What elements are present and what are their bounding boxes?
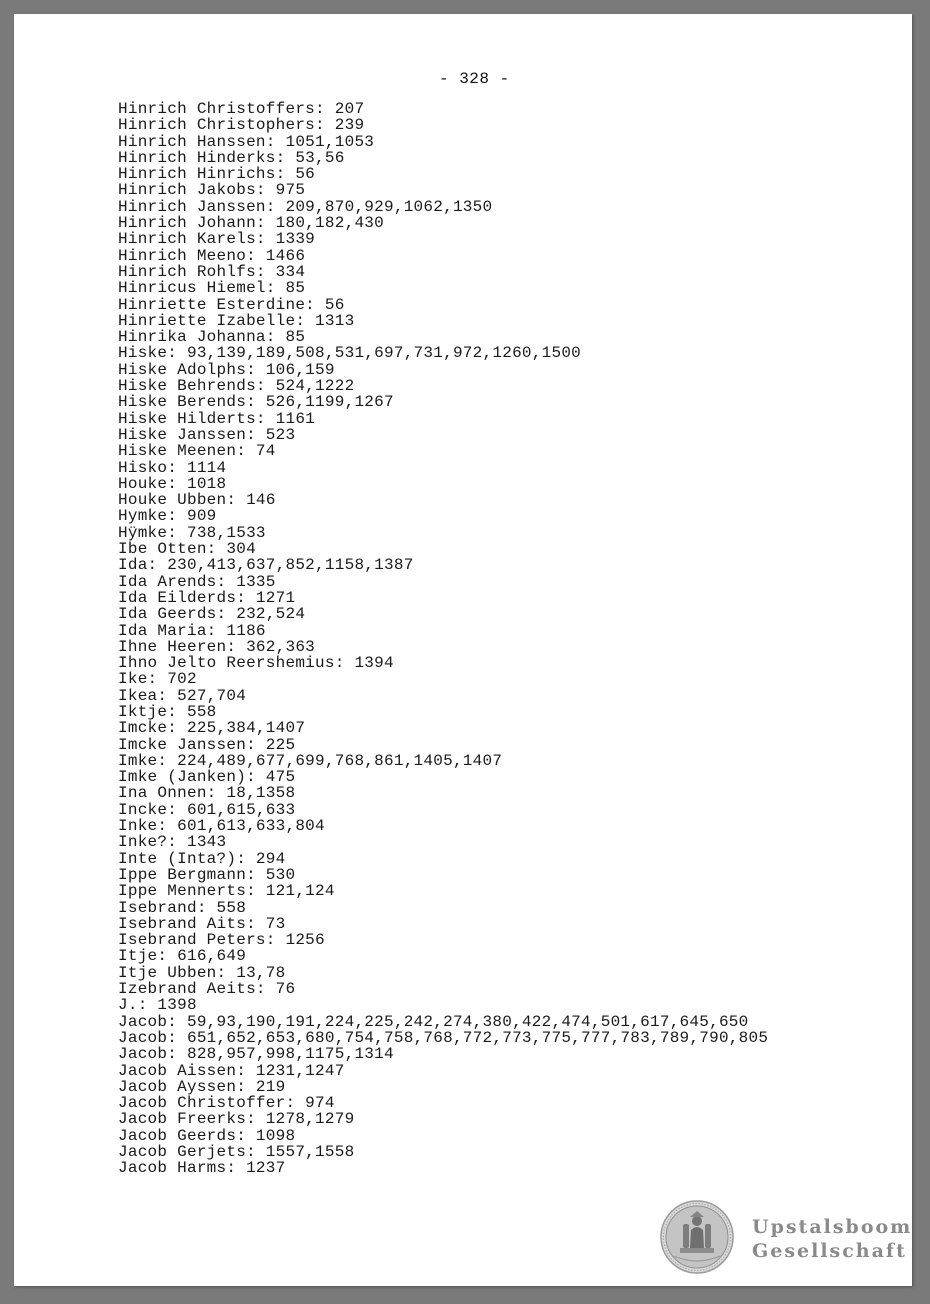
index-entry: Hinriette Izabelle: 1313 — [118, 311, 355, 330]
index-entry: Jacob Geerds: 1098 — [118, 1126, 296, 1145]
index-entry: Hinrich Jakobs: 975 — [118, 181, 306, 200]
index-entry: Hinrich Johann: 180,182,430 — [118, 214, 384, 233]
index-entry: Ida Eilderds: 1271 — [118, 588, 296, 607]
index-entry: Hinrich Hinderks: 53,56 — [118, 148, 345, 167]
index-entry: Itje: 616,649 — [118, 947, 247, 966]
index-entry: Imke: 224,489,677,699,768,861,1405,1407 — [118, 751, 503, 770]
index-entry: Hiske Behrends: 524,1222 — [118, 377, 355, 396]
index-entry: Houke Ubben: 146 — [118, 491, 276, 510]
index-entry: Ibe Otten: 304 — [118, 540, 256, 559]
index-entry: Jacob Aissen: 1231,1247 — [118, 1061, 345, 1080]
index-entry: Inke: 601,613,633,804 — [118, 817, 325, 836]
index-entry: Hinrich Karels: 1339 — [118, 230, 316, 249]
index-entry: Ida: 230,413,637,852,1158,1387 — [118, 556, 414, 575]
index-entry: Jacob Christoffer: 974 — [118, 1094, 335, 1113]
index-entry: Inte (Inta?): 294 — [118, 849, 286, 868]
index-entry: Ippe Mennerts: 121,124 — [118, 882, 335, 901]
index-entry: Hinrich Christoffers: 207 — [118, 100, 365, 118]
index-entry: Hiske Hilderts: 1161 — [118, 409, 316, 428]
index-entry: Imcke Janssen: 225 — [118, 735, 296, 754]
index-entry: Isebrand Peters: 1256 — [118, 931, 325, 950]
index-entry: Hiske Berends: 526,1199,1267 — [118, 393, 394, 412]
index-entry: Hiske Adolphs: 106,159 — [118, 360, 335, 379]
index-entry: Isebrand: 558 — [118, 898, 247, 917]
index-entry: Ina Onnen: 18,1358 — [118, 784, 296, 803]
logo-line-2: Gesellschaft — [752, 1240, 907, 1262]
index-entry: Hiske Meenen: 74 — [118, 442, 276, 461]
index-entry: Jacob Harms: 1237 — [118, 1159, 286, 1178]
index-entry: Ike: 702 — [118, 670, 197, 689]
index-entry: Hiske Janssen: 523 — [118, 425, 296, 444]
index-entry: Isebrand Aits: 73 — [118, 914, 286, 933]
index-entry: J.: 1398 — [118, 996, 197, 1015]
index-entry: Hÿmke: 738,1533 — [118, 523, 266, 542]
index-entry: Jacob: 59,93,190,191,224,225,242,274,380,422,474,501,617,645,650 — [118, 1012, 749, 1031]
index-entry: Jacob: 828,957,998,1175,1314 — [118, 1045, 394, 1064]
index-entry: Incke: 601,615,633 — [118, 800, 296, 819]
index-entry: Hymke: 909 — [118, 507, 217, 526]
index-entry: Hinricus Hiemel: 85 — [118, 279, 306, 298]
index-entry: Ida Maria: 1186 — [118, 621, 266, 640]
index-entry: Hinrika Johanna: 85 — [118, 328, 306, 347]
index-entry: Inke?: 1343 — [118, 833, 227, 852]
name-index-list — [118, 101, 768, 1177]
logo-line-1: Upstalsboom — [752, 1216, 912, 1238]
index-entry: Ida Geerds: 232,524 — [118, 605, 306, 624]
index-entry: Ihno Jelto Reershemius: 1394 — [118, 654, 394, 673]
index-entry: Hiske: 93,139,189,508,531,697,731,972,1260,1500 — [118, 344, 582, 363]
page-number: - 328 - — [439, 70, 510, 88]
index-entry: Jacob Ayssen: 219 — [118, 1077, 286, 1096]
society-logo — [660, 1200, 912, 1276]
index-entry: Houke: 1018 — [118, 474, 227, 493]
index-entry: Hinrich Rohlfs: 334 — [118, 262, 306, 281]
index-entry: Jacob: 651,652,653,680,754,758,768,772,773,775,777,783,789,790,805 — [118, 1028, 769, 1047]
index-entry: Hinrich Janssen: 209,870,929,1062,1350 — [118, 197, 493, 216]
index-entry: Hinrich Hinrichs: 56 — [118, 165, 316, 184]
index-entry: Izebrand Aeits: 76 — [118, 980, 296, 999]
index-entry: Ihne Heeren: 362,363 — [118, 637, 316, 656]
index-entry: Itje Ubben: 13,78 — [118, 963, 286, 982]
document-page — [14, 14, 912, 1286]
index-entry: Ida Arends: 1335 — [118, 572, 276, 591]
index-entry: Hinriette Esterdine: 56 — [118, 295, 345, 314]
index-entry: Hinrich Christophers: 239 — [118, 116, 365, 135]
seal-icon — [660, 1200, 734, 1274]
index-entry: Hisko: 1114 — [118, 458, 227, 477]
index-entry: Ikea: 527,704 — [118, 686, 247, 705]
logo-wordmark — [752, 1215, 912, 1263]
index-entry: Hinrich Meeno: 1466 — [118, 246, 306, 265]
index-entry: Ippe Bergmann: 530 — [118, 865, 296, 884]
index-entry: Imke (Janken): 475 — [118, 768, 296, 787]
index-entry: Iktje: 558 — [118, 702, 217, 721]
index-entry: Hinrich Hanssen: 1051,1053 — [118, 132, 375, 151]
index-entry: Imcke: 225,384,1407 — [118, 719, 306, 738]
index-entry: Jacob Freerks: 1278,1279 — [118, 1110, 355, 1129]
index-entry: Jacob Gerjets: 1557,1558 — [118, 1143, 355, 1161]
